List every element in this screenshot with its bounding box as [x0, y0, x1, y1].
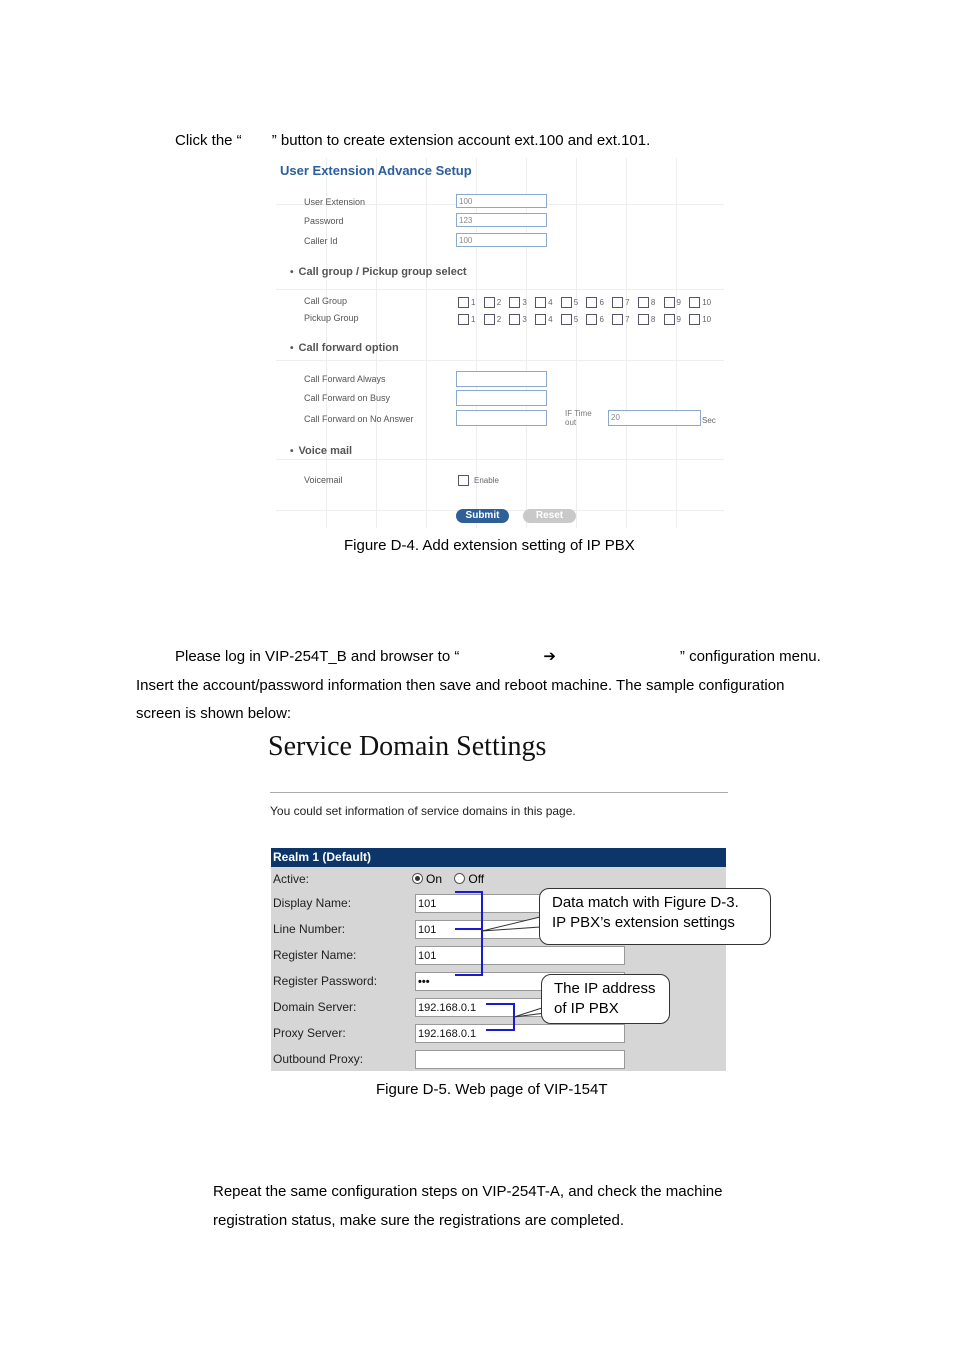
- login-instruction-line2: Insert the account/password information then save and reboot machine. The sample configuration: [136, 677, 785, 694]
- register-password-input[interactable]: •••: [415, 972, 625, 991]
- if-timeout-label-line2: out: [565, 418, 577, 427]
- checkbox-number-label: 1: [471, 315, 476, 324]
- user-extension-input[interactable]: 100: [456, 194, 547, 208]
- proxy-server-input[interactable]: 192.168.0.1: [415, 1024, 625, 1043]
- callout1-line2: IP PBX’s extension settings: [552, 914, 735, 931]
- checkbox-number-label: 8: [650, 315, 656, 324]
- figure-d5-caption: Figure D-5. Web page of VIP-154T: [376, 1081, 608, 1098]
- user-extension-label: User Extension: [304, 197, 366, 207]
- login-instruction-line3: screen is shown below:: [136, 705, 292, 722]
- on-label: On: [426, 872, 443, 886]
- register-password-label: Register Password:: [271, 969, 404, 993]
- service-domain-title: Service Domain Settings: [268, 731, 547, 762]
- call-forward-no-answer-label: Call Forward on No Answer: [304, 414, 414, 424]
- checkbox-number-label: 2: [496, 298, 502, 307]
- checkbox-number-label: 3: [522, 315, 527, 324]
- call-group-label: Call Group: [304, 296, 348, 306]
- voicemail-label: Voicemail: [304, 475, 343, 485]
- proxy-server-label: Proxy Server:: [271, 1021, 404, 1045]
- register-name-input[interactable]: 101: [415, 946, 625, 965]
- ip-bracket: [486, 1004, 514, 1030]
- bullet-icon: •: [290, 343, 294, 354]
- extension-bracket: [455, 892, 482, 975]
- off-label: Off: [468, 872, 485, 886]
- password-label: Password: [304, 216, 344, 226]
- checkbox-number-label: 2: [496, 315, 502, 324]
- reset-button[interactable]: Reset: [523, 509, 576, 523]
- bullet-icon: •: [290, 267, 294, 278]
- login-text-start: Please log in VIP-254T_B and browser to “: [175, 648, 460, 665]
- callout1-pointer: [482, 917, 540, 931]
- checkbox-number-label: 4: [548, 315, 553, 324]
- submit-button[interactable]: Submit: [456, 509, 509, 523]
- checkbox-number-label: 6: [599, 298, 604, 307]
- login-text-end: ” configuration menu.: [679, 648, 821, 665]
- checkbox-number-label: 9: [676, 298, 681, 307]
- enable-label: Enable: [474, 476, 499, 485]
- timeout-input[interactable]: 20: [608, 410, 701, 426]
- callout1-line1: Data match with Figure D-3.: [552, 894, 739, 911]
- caller-id-input[interactable]: 100: [456, 233, 547, 247]
- repeat-instruction-line2: registration status, make sure the registrations are completed.: [213, 1212, 625, 1229]
- extension-match-callout: [539, 888, 771, 945]
- if-timeout-label-line1: IF Time: [565, 409, 592, 418]
- checkbox-number-label: 5: [573, 298, 579, 307]
- register-name-label: Register Name:: [271, 943, 404, 967]
- figure-d4-caption: Figure D-4. Add extension setting of IP PBX: [344, 537, 635, 554]
- repeat-instruction-line1: Repeat the same configuration steps on VIP-254T-A, and check the machine: [213, 1183, 723, 1200]
- outbound-proxy-label: Outbound Proxy:: [271, 1047, 404, 1071]
- callout2-line2: of IP PBX: [554, 1000, 619, 1017]
- intro-text-start: Click the “: [175, 132, 242, 149]
- caller-id-label: Caller Id: [304, 236, 338, 246]
- call-forward-section-text: Call forward option: [298, 342, 399, 354]
- checkbox-number-label: 8: [650, 298, 656, 307]
- bullet-icon: •: [290, 446, 294, 457]
- callout2-line1: The IP address: [554, 980, 656, 997]
- checkbox-number-label: 6: [599, 315, 604, 324]
- voice-mail-section-text: Voice mail: [298, 445, 353, 457]
- checkbox-number-label: 10: [702, 298, 712, 307]
- checkbox-number-label: 10: [702, 315, 712, 324]
- pickup-group-label: Pickup Group: [304, 313, 359, 323]
- arrow-right-icon: ➔: [543, 648, 556, 665]
- service-domain-description: You could set information of service domains in this page.: [270, 804, 576, 818]
- line-number-input[interactable]: 101: [415, 920, 625, 939]
- extension-setup-title: User Extension Advance Setup: [280, 163, 472, 178]
- password-input[interactable]: 123: [456, 213, 547, 227]
- display-name-input[interactable]: 101: [415, 894, 625, 913]
- display-name-label: Display Name:: [271, 891, 404, 915]
- active-label: Active:: [271, 869, 404, 889]
- checkbox-number-label: 7: [625, 315, 630, 324]
- domain-server-input[interactable]: 192.168.0.1: [415, 998, 625, 1017]
- intro-text-end: ” button to create extension account ext.100 and ext.101.: [271, 132, 651, 149]
- checkbox-number-label: 1: [471, 298, 476, 307]
- realm-header: Realm 1 (Default): [271, 848, 726, 867]
- checkbox-number-label: 7: [625, 298, 630, 307]
- domain-server-label: Domain Server:: [271, 995, 404, 1019]
- sec-label: Sec: [702, 416, 716, 425]
- line-number-label: Line Number:: [271, 917, 404, 941]
- ip-address-callout: [541, 974, 670, 1024]
- call-group-section-text: Call group / Pickup group select: [298, 266, 467, 278]
- call-forward-always-label: Call Forward Always: [304, 374, 386, 384]
- checkbox-number-label: 3: [522, 298, 527, 307]
- call-forward-busy-label: Call Forward on Busy: [304, 393, 391, 403]
- checkbox-number-label: 9: [676, 315, 681, 324]
- checkbox-number-label: 4: [548, 298, 553, 307]
- checkbox-number-label: 5: [573, 315, 579, 324]
